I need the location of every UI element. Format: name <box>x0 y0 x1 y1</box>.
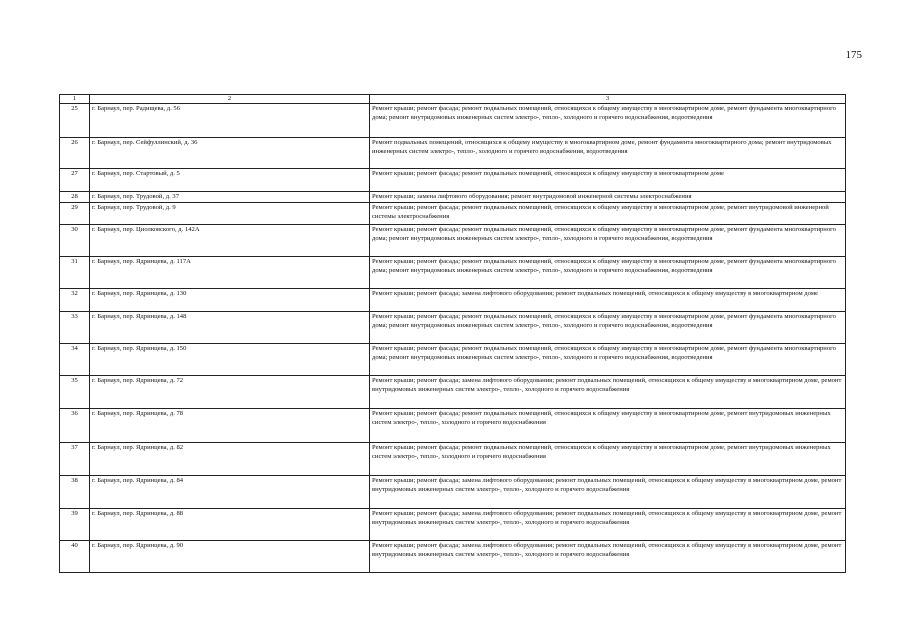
row-address: г. Барнаул, пер. Трудовой, д. 9 <box>90 203 370 225</box>
row-address: г. Барнаул, пер. Радищева, д. 56 <box>90 104 370 138</box>
row-address: г. Барнаул, пер. Циолковского, д. 142А <box>90 225 370 257</box>
row-number: 29 <box>60 203 90 225</box>
repair-register-table <box>59 94 846 573</box>
row-number: 27 <box>60 169 90 192</box>
page-number: 175 <box>845 49 862 61</box>
table-row <box>60 289 846 312</box>
row-works: Ремонт подвальных помещений, относящихся к общему имуществу в многоквартирном доме, ремонт фундамента многоквартирного дома; ремонт внутридомовых инженерных систем электро-, тепло-, холодного и горячего водоснабжения, водоотведения <box>370 138 846 169</box>
row-number: 33 <box>60 312 90 344</box>
row-number: 39 <box>60 509 90 541</box>
table-row <box>60 104 846 138</box>
row-number: 31 <box>60 257 90 289</box>
header-row <box>60 95 846 104</box>
row-number: 36 <box>60 409 90 443</box>
row-works: Ремонт крыши; ремонт фасада; замена лифтового оборудования; ремонт подвальных помещений, относящихся к общему имуществу в многоквартирном доме, ремонт внутридомовых инженерных систем электро-, тепло-, холодного и горячего водоснабжения <box>370 541 846 573</box>
table-row <box>60 203 846 225</box>
table-row <box>60 443 846 476</box>
table-row <box>60 225 846 257</box>
row-works: Ремонт крыши; ремонт фасада; замена лифтового оборудования; ремонт подвальных помещений, относящихся к общему имуществу в многоквартирном доме <box>370 289 846 312</box>
row-works: Ремонт крыши; ремонт фасада; ремонт подвальных помещений, относящихся к общему имуществу в многоквартирном доме, ремонт фундамента многоквартирного дома; ремонт внутридомовых инженерных систем электро-, тепло-, холодного и горячего водоснабжения, водоотведения <box>370 225 846 257</box>
row-number: 26 <box>60 138 90 169</box>
row-number: 28 <box>60 192 90 203</box>
table-row <box>60 169 846 192</box>
row-works: Ремонт крыши; ремонт фасада; замена лифтового оборудования; ремонт подвальных помещений, относящихся к общему имуществу в многоквартирном доме, ремонт внутридомовых инженерных систем электро-, тепло-, холодного и горячего водоснабжения <box>370 509 846 541</box>
row-address: г. Барнаул, пер. Ядринцева, д. 84 <box>90 476 370 509</box>
row-address: г. Барнаул, пер. Стартовый, д. 5 <box>90 169 370 192</box>
table-row <box>60 376 846 409</box>
row-address: г. Барнаул, пер. Трудовой, д. 37 <box>90 192 370 203</box>
row-number: 30 <box>60 225 90 257</box>
table-row <box>60 344 846 376</box>
row-address: г. Барнаул, пер. Ядринцева, д. 130 <box>90 289 370 312</box>
table-row <box>60 409 846 443</box>
row-works: Ремонт крыши; ремонт фасада; ремонт подвальных помещений, относящихся к общему имуществу в многоквартирном доме <box>370 169 846 192</box>
table-row <box>60 138 846 169</box>
row-number: 34 <box>60 344 90 376</box>
column-header-number: 1 <box>60 95 90 104</box>
table-row <box>60 312 846 344</box>
column-header-address: 2 <box>90 95 370 104</box>
row-address: г. Барнаул, пер. Сейфуллинский, д. 36 <box>90 138 370 169</box>
row-address: г. Барнаул, пер. Ядринцева, д. 72 <box>90 376 370 409</box>
row-works: Ремонт крыши; ремонт фасада; ремонт подвальных помещений, относящихся к общему имуществу в многоквартирном доме, ремонт фундамента многоквартирного дома; ремонт внутридомовых инженерных систем электро-, тепло-, холодного и горячего водоснабжения, водоотведения <box>370 344 846 376</box>
row-works: Ремонт крыши; ремонт фасада; ремонт подвальных помещений, относящихся к общему имуществу в многоквартирном доме, ремонт фундамента многоквартирного дома; ремонт внутридомовых инженерных систем электро-, тепло-, холодного и горячего водоснабжения, водоотведения <box>370 257 846 289</box>
row-address: г. Барнаул, пер. Ядринцева, д. 90 <box>90 541 370 573</box>
row-number: 25 <box>60 104 90 138</box>
row-number: 38 <box>60 476 90 509</box>
table-row <box>60 541 846 573</box>
row-works: Ремонт крыши; замена лифтового оборудования; ремонт внутридомовой инженерной системы электроснабжения <box>370 192 846 203</box>
row-works: Ремонт крыши; ремонт фасада; ремонт подвальных помещений, относящихся к общему имуществу в многоквартирном доме, ремонт фундамента многоквартирного дома; ремонт внутридомовых инженерных систем электро-, тепло-, холодного и горячего водоснабжения, водоотведения <box>370 312 846 344</box>
row-works: Ремонт крыши; ремонт фасада; ремонт подвальных помещений, относящихся к общему имуществу в многоквартирном доме, ремонт фундамента многоквартирного дома; ремонт внутридомовых инженерных систем электро-, тепло-, холодного и горячего водоснабжения, водоотведения <box>370 104 846 138</box>
row-address: г. Барнаул, пер. Ядринцева, д. 78 <box>90 409 370 443</box>
row-address: г. Барнаул, пер. Ядринцева, д. 117А <box>90 257 370 289</box>
row-number: 40 <box>60 541 90 573</box>
row-address: г. Барнаул, пер. Ядринцева, д. 148 <box>90 312 370 344</box>
row-works: Ремонт крыши; ремонт фасада; замена лифтового оборудования; ремонт подвальных помещений, относящихся к общему имуществу в многоквартирном доме, ремонт внутридомовых инженерных систем электро-, тепло-, холодного и горячего водоснабжения <box>370 376 846 409</box>
row-works: Ремонт крыши; ремонт фасада; ремонт подвальных помещений, относящихся к общему имуществу в многоквартирном доме, ремонт внутридомовых инженерных систем электро-, тепло-, холодного и горячего водоснабжения <box>370 409 846 443</box>
row-number: 37 <box>60 443 90 476</box>
row-address: г. Барнаул, пер. Ядринцева, д. 88 <box>90 509 370 541</box>
table-row <box>60 257 846 289</box>
table-row <box>60 476 846 509</box>
table-row <box>60 192 846 203</box>
row-address: г. Барнаул, пер. Ядринцева, д. 82 <box>90 443 370 476</box>
row-number: 35 <box>60 376 90 409</box>
row-number: 32 <box>60 289 90 312</box>
row-works: Ремонт крыши; ремонт фасада; ремонт подвальных помещений, относящихся к общему имуществу в многоквартирном доме, ремонт внутридомовых инженерных систем электро-, тепло-, холодного и горячего водоснабжения <box>370 443 846 476</box>
table-row <box>60 509 846 541</box>
row-works: Ремонт крыши; ремонт фасада; замена лифтового оборудования; ремонт подвальных помещений, относящихся к общему имуществу в многоквартирном доме, ремонт внутридомовых инженерных систем электро-, тепло-, холодного и горячего водоснабжения <box>370 476 846 509</box>
row-address: г. Барнаул, пер. Ядринцева, д. 150 <box>90 344 370 376</box>
row-works: Ремонт крыши; ремонт фасада; ремонт подвальных помещений, относящихся к общему имуществу в многоквартирном доме, ремонт внутридомовой инженерной системы электроснабжения <box>370 203 846 225</box>
column-header-works: 3 <box>370 95 846 104</box>
